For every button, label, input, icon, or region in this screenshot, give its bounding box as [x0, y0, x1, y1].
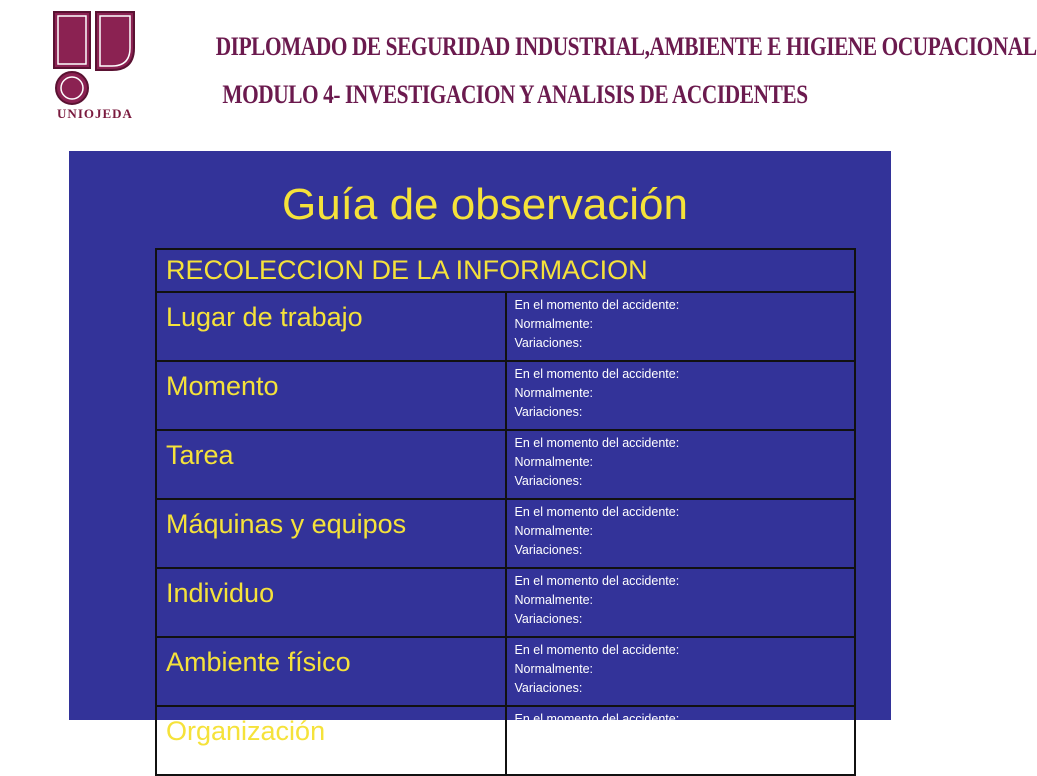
table-row — [156, 499, 855, 568]
row-label: Lugar de trabajo — [156, 292, 506, 361]
note-line: Normalmente: — [514, 662, 593, 676]
note-line: Normalmente: — [514, 524, 593, 538]
table-header-row — [156, 249, 855, 292]
row-label: Ambiente físico — [156, 637, 506, 706]
note-line: En el momento del accidente: — [514, 574, 680, 588]
row-notes — [506, 568, 856, 637]
row-notes — [506, 361, 856, 430]
row-notes — [506, 499, 856, 568]
row-label: Momento — [156, 361, 506, 430]
row-label: Máquinas y equipos — [156, 499, 506, 568]
note-line: En el momento del accidente: — [514, 298, 680, 312]
note-line: Normalmente: — [514, 455, 593, 469]
row-notes — [506, 292, 856, 361]
note-line: Variaciones: — [514, 336, 583, 350]
table-row — [156, 637, 855, 706]
note-line: En el momento del accidente: — [514, 712, 680, 726]
observation-guide-table — [155, 248, 856, 776]
uniojeda-logo-mark — [50, 8, 140, 120]
note-line: En el momento del accidente: — [514, 505, 680, 519]
row-label: Tarea — [156, 430, 506, 499]
row-notes — [506, 637, 856, 706]
table-header: RECOLECCION DE LA INFORMACION — [156, 249, 855, 292]
table-row — [156, 430, 855, 499]
note-line: Variaciones: — [514, 405, 583, 419]
module-title: MODULO 4- INVESTIGACION Y ANALISIS DE ACCIDENTES — [222, 80, 808, 109]
course-title: DIPLOMADO DE SEGURIDAD INDUSTRIAL,AMBIENTE E HIGIENE OCUPACIONAL — [215, 32, 1037, 61]
note-line: En el momento del accidente: — [514, 643, 680, 657]
note-line: En el momento del accidente: — [514, 436, 680, 450]
note-line: Normalmente: — [514, 593, 593, 607]
note-line: Normalmente: — [514, 317, 593, 331]
table-row — [156, 361, 855, 430]
row-notes — [506, 706, 856, 775]
note-line: Variaciones: — [514, 681, 583, 695]
row-label: Organización — [156, 706, 506, 775]
slide-title: Guía de observación — [281, 180, 689, 229]
note-line: Variaciones: — [514, 543, 583, 557]
table-row — [156, 568, 855, 637]
row-notes — [506, 430, 856, 499]
logo-caption: UNIOJEDA — [57, 106, 133, 121]
slide-panel — [69, 151, 891, 764]
note-line: Variaciones: — [514, 474, 583, 488]
table-body — [156, 292, 855, 775]
uniojeda-logo — [50, 8, 140, 120]
note-line: Normalmente: — [514, 731, 593, 745]
row-label: Individuo — [156, 568, 506, 637]
table-row — [156, 292, 855, 361]
note-line: Normalmente: — [514, 386, 593, 400]
table-row — [156, 706, 855, 775]
note-line: En el momento del accidente: — [514, 367, 680, 381]
note-line: Variaciones: — [514, 612, 583, 626]
note-line: Variaciones: — [514, 750, 583, 764]
